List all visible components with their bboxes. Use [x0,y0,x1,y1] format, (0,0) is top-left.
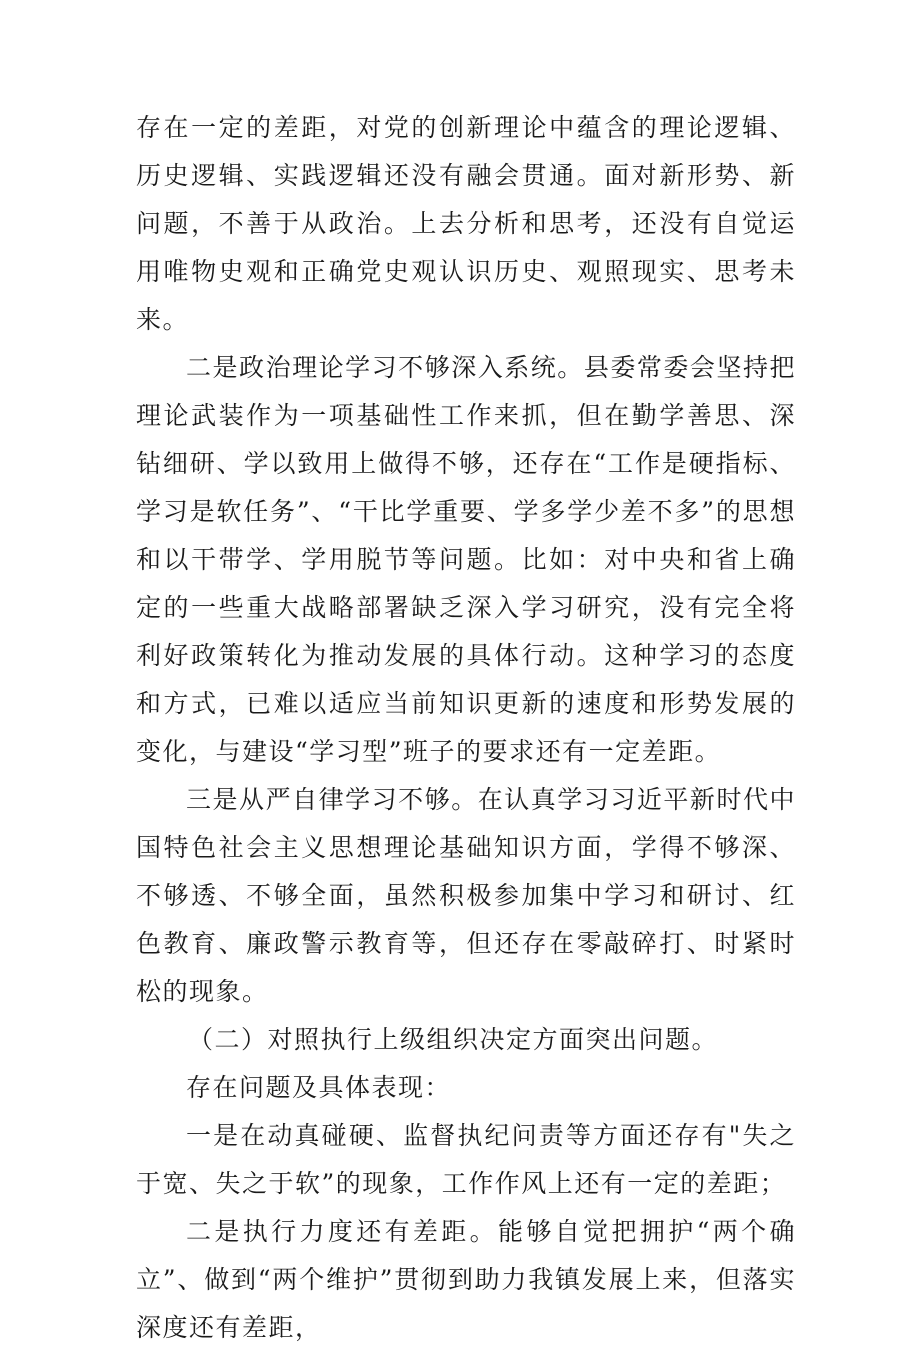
paragraph-continuation: 存在一定的差距，对党的创新理论中蕴含的理论逻辑、历史逻辑、实践逻辑还没有融会贯通。面对新形势、新问题，不善于从政治。上去分析和思考，还没有自觉运用唯物史观和正确党史观认识历史、观照现实、思考未来。 [136,113,796,334]
paragraph-point-two: 二是政治理论学习不够深入系统。县委常委会坚持把理论武装作为一项基础性工作来抓，但在勤学善思、深钻细研、学以致用上做得不够，还存在“工作是硬指标、学习是软任务”、“干比学重要、学多学少差不多”的思想和以干带学、学用脱节等问题。比如：对中央和省上确定的一些重大战略部署缺乏深入学习研究，没有完全将利好政策转化为推动发展的具体行动。这种学习的态度和方式，已难以适应当前知识更新的速度和形势发展的变化，与建设“学习型”班子的要求还有一定差距。 [136,353,796,766]
paragraph-point-three: 三是从严自律学习不够。在认真学习习近平新时代中国特色社会主义思想理论基础知识方面，学得不够深、不够透、不够全面，虽然积极参加集中学习和研讨、红色教育、廉政警示教育等，但还存在零敲碎打、时紧时松的现象。 [136,785,796,1006]
problems-intro: 存在问题及具体表现： [186,1073,452,1102]
paragraph-problem-one: 一是在动真碰硬、监督执纪问责等方面还存有"失之于宽、失之于软”的现象，工作作风上还有一定的差距； [136,1121,796,1198]
paragraph-problem-two: 二是执行力度还有差距。能够自觉把拥护“两个确立”、做到“两个维护”贯彻到助力我镇发展上来，但落实深度还有差距， [136,1217,796,1342]
document-body [136,104,796,1352]
section-heading: （二）对照执行上级组织决定方面突出问题。 [188,1025,719,1054]
